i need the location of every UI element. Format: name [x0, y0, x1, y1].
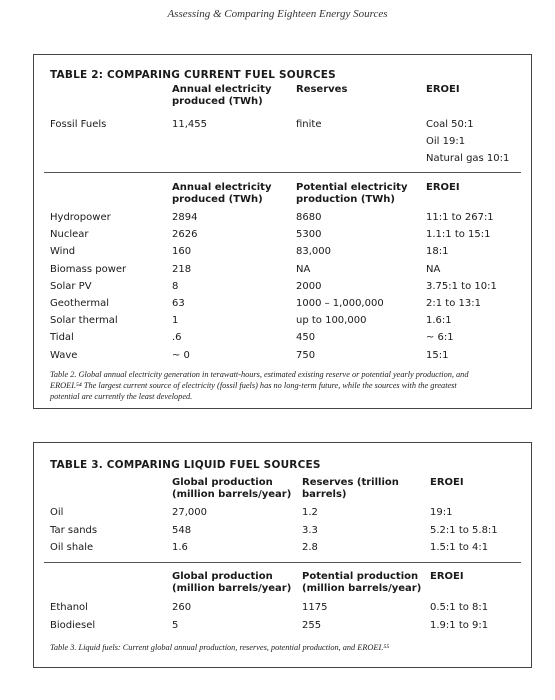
caption-line: potential are currently the least developed.	[50, 392, 193, 401]
table-row-potential: 5300	[296, 229, 322, 241]
table-row-eroei: 3.75:1 to 10:1	[426, 280, 497, 292]
table-row-annual: 2626	[172, 229, 198, 241]
table-row-annual: 218	[172, 263, 192, 275]
table-row-potential: 750	[296, 349, 316, 361]
table-row-potential: up to 100,000	[296, 315, 367, 327]
header-global-production: Global production (million barrels/year)	[172, 477, 292, 500]
table-row-reserves: 3.3	[302, 524, 318, 536]
table-row-source: Wave	[50, 349, 78, 361]
table-row-production: 548	[172, 524, 192, 536]
table-row-source: Tar sands	[50, 524, 98, 536]
table-row-source: Ethanol	[50, 602, 88, 613]
table-row-eroei: NA	[426, 263, 441, 275]
header-potential-electricity: Potential electricity production (TWh)	[296, 182, 408, 205]
table-row-eroei: 15:1	[426, 349, 449, 361]
table-row-source: Solar PV	[50, 280, 92, 292]
table-row-potential: 450	[296, 332, 316, 344]
table-row-eroei: 1.6:1	[426, 315, 452, 327]
caption-line: EROEI.⁵⁴ The largest current source of electricity (fossil fuels) has no long-term future, while the sources with the greatest	[50, 381, 457, 390]
table-2-box	[33, 54, 532, 409]
header-eroei: EROEI	[426, 182, 460, 193]
fossil-eroei-gas: Natural gas 10:1	[426, 153, 510, 164]
header-eroei: EROEI	[430, 571, 464, 582]
table-row-annual: 160	[172, 246, 192, 258]
caption-line: Table 2. Global annual electricity generation in terawatt-hours, estimated existing reserve or potential yearly production, and	[50, 370, 469, 379]
table-3-caption: Table 3. Liquid fuels: Current global annual production, reserves, potential production, and EROEI.⁵⁵	[50, 643, 390, 652]
table-row-eroei: ~ 6:1	[426, 332, 454, 344]
header-reserves: Reserves	[296, 84, 348, 95]
running-head: Assessing & Comparing Eighteen Energy Sources	[167, 8, 388, 20]
table-row-production: 1.6	[172, 542, 188, 553]
table-row-potential: 83,000	[296, 246, 331, 258]
header-eroei: EROEI	[430, 477, 464, 488]
table-row-annual: 63	[172, 298, 185, 309]
table-row-potential: 8680	[296, 212, 322, 223]
table-row-production: 27,000	[172, 507, 207, 518]
table-row-potential: 2000	[296, 280, 322, 292]
table-row-potential: 1175	[302, 602, 328, 613]
table-row-production: 5	[172, 619, 179, 631]
table-row-eroei: 11:1 to 267:1	[426, 212, 494, 223]
table-row-source: Oil	[50, 507, 64, 518]
fossil-eroei-coal: Coal 50:1	[426, 119, 474, 130]
table-row-eroei: 0.5:1 to 8:1	[430, 602, 489, 613]
table-row-potential: 255	[302, 619, 322, 631]
table-row-source: Biodiesel	[50, 619, 96, 631]
fossil-eroei-oil: Oil 19:1	[426, 136, 466, 147]
table-row-reserves: 1.2	[302, 507, 318, 518]
table-row-annual: 1	[172, 315, 179, 327]
table-2-title: TABLE 2: COMPARING CURRENT FUEL SOURCES	[50, 69, 336, 81]
table-row-reserves: 2.8	[302, 542, 318, 553]
header-reserves: Reserves (trillion barrels)	[302, 477, 399, 500]
table-row-source: Tidal	[50, 332, 74, 344]
table-row-source: Geothermal	[50, 298, 110, 309]
table-row-source: Nuclear	[50, 229, 89, 241]
table-row-source: Hydropower	[50, 212, 111, 223]
table-row-production: 260	[172, 602, 192, 613]
header-annual-electricity: Annual electricity produced (TWh)	[172, 84, 272, 107]
table-3-divider	[44, 562, 521, 563]
table-row-source: Oil shale	[50, 542, 94, 553]
fossil-fuels-label: Fossil Fuels	[50, 119, 107, 130]
table-row-source: Solar thermal	[50, 315, 118, 327]
table-row-potential: NA	[296, 263, 311, 275]
header-global-production: Global production (million barrels/year)	[172, 571, 292, 594]
fossil-fuels-annual: 11,455	[172, 119, 207, 130]
fossil-fuels-reserves: finite	[296, 119, 322, 130]
table-row-eroei: 1.5:1 to 4:1	[430, 542, 489, 553]
table-2-caption	[50, 369, 512, 402]
table-row-eroei: 18:1	[426, 246, 449, 258]
table-row-source: Biomass power	[50, 263, 127, 275]
header-annual-electricity: Annual electricity produced (TWh)	[172, 182, 272, 205]
table-row-eroei: 2:1 to 13:1	[426, 298, 481, 309]
header-potential-production: Potential production (million barrels/year)	[302, 571, 422, 594]
table-row-source: Wind	[50, 246, 76, 258]
table-3-box	[33, 442, 532, 668]
table-2-divider	[44, 172, 521, 173]
table-row-eroei: 5.2:1 to 5.8:1	[430, 524, 498, 536]
table-row-potential: 1000 – 1,000,000	[296, 298, 384, 309]
table-row-annual: ~ 0	[172, 349, 190, 361]
table-row-eroei: 1.9:1 to 9:1	[430, 619, 489, 631]
table-row-eroei: 19:1	[430, 507, 453, 518]
header-eroei: EROEI	[426, 84, 460, 95]
table-row-annual: 2894	[172, 212, 198, 223]
table-3-title: TABLE 3. COMPARING LIQUID FUEL SOURCES	[50, 459, 321, 471]
table-row-annual: 8	[172, 280, 179, 292]
table-row-eroei: 1.1:1 to 15:1	[426, 229, 491, 241]
table-row-annual: .6	[172, 332, 182, 344]
